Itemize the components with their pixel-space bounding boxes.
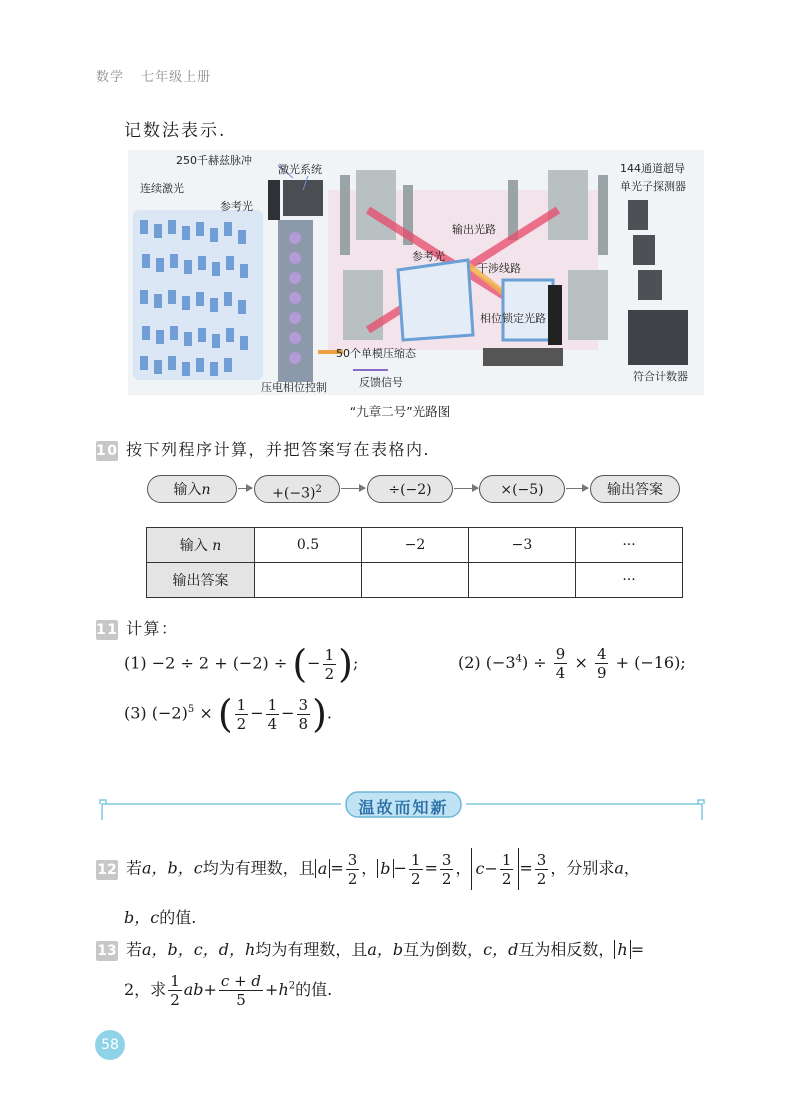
denominator: 8: [298, 714, 309, 733]
numerator: 9: [555, 645, 566, 663]
denominator: 9: [596, 664, 607, 682]
q11-part2: [458, 645, 686, 682]
answer-table: [146, 527, 683, 598]
page-number: 58: [95, 1030, 125, 1060]
label-coincidence-counter: 符合计数器: [633, 370, 688, 383]
exponent: 2: [288, 980, 296, 992]
header-var: n: [212, 538, 222, 554]
var-a: a: [614, 858, 624, 878]
answer-cell[interactable]: [362, 563, 469, 598]
denominator: 4: [267, 714, 278, 733]
denominator: 2: [536, 869, 547, 888]
c-var: c: [475, 859, 485, 878]
vars: a，b，c，d，h: [142, 940, 256, 959]
label-detector-line1: 144通道超导: [620, 162, 685, 175]
denominator: 4: [555, 664, 566, 682]
question-text: 计算：: [126, 619, 179, 638]
header-text: 输入: [179, 538, 208, 554]
label-detector-line2: 单光子探测器: [620, 180, 686, 193]
denominator: 2: [324, 664, 335, 683]
table-cell: −3: [469, 528, 576, 563]
table-cell: ···: [576, 563, 683, 598]
paren-left: (: [217, 692, 233, 736]
exponent: 4: [515, 653, 522, 665]
text: 互为倒数，: [403, 940, 484, 959]
text: 互为相反数，: [518, 940, 615, 959]
paren-right: ): [338, 642, 353, 686]
expr: −2 ÷ 2 + (−2) ÷: [151, 653, 288, 673]
vars: a，b: [367, 940, 404, 959]
header-grade: 七年级上册: [141, 70, 212, 85]
flow-arrow: [454, 488, 478, 489]
numerator: 1: [324, 645, 335, 664]
label-laser-system: 激光系统: [278, 163, 322, 176]
paren-left: (: [292, 642, 308, 686]
question-12-line2: [124, 905, 196, 928]
text: 若: [126, 940, 143, 959]
part-label: (3): [124, 703, 147, 723]
label-interference-line: 干涉线路: [477, 262, 521, 275]
label-reference-light-center: 参考光: [412, 250, 445, 263]
fraction: [409, 851, 423, 888]
fraction: [500, 851, 514, 888]
ab: ab: [183, 980, 204, 999]
abs-c-expr: [471, 848, 519, 890]
flow-arrow: [341, 488, 365, 489]
paren-right: ): [312, 692, 327, 736]
question-number: 10: [96, 442, 119, 459]
plus: +: [203, 980, 217, 999]
fraction: [440, 851, 454, 888]
numerator: 3: [298, 695, 309, 714]
numerator: c + d: [220, 972, 262, 990]
numerator: 1: [501, 851, 512, 869]
eq: =: [330, 858, 344, 878]
denominator: 2: [347, 869, 358, 888]
numerator: 3: [536, 850, 547, 869]
question-13-line2: [124, 972, 332, 1009]
flow-input-label: 输入: [173, 482, 202, 498]
question-11: [96, 616, 179, 640]
fraction: [595, 645, 609, 682]
flow-step2-box: ÷(−2): [367, 475, 453, 503]
fraction: [323, 646, 337, 683]
minus: −: [393, 858, 407, 878]
flow-arrow: [566, 488, 588, 489]
table-row-input: [147, 528, 683, 563]
flow-step1-label: +(−3): [272, 485, 316, 502]
denominator: 2: [410, 869, 421, 888]
abs-a: a: [315, 859, 331, 878]
answer-cell[interactable]: [255, 563, 362, 598]
numerator: 3: [347, 850, 358, 869]
question-10: [96, 437, 430, 461]
flow-step1-box: [254, 475, 340, 503]
fraction: [535, 851, 549, 888]
table-cell: −2: [362, 528, 469, 563]
eq: =: [519, 858, 533, 878]
flow-arrow: [238, 488, 252, 489]
table-header-input: [147, 528, 255, 563]
exponent: 5: [187, 704, 195, 716]
text: 的值.: [295, 980, 333, 999]
question-number: 13: [97, 943, 117, 959]
label-phase-lock-path: 相位锁定光路: [480, 312, 546, 325]
intro-text: 记数法表示.: [124, 121, 227, 141]
label-squeezed-states: 50个单模压缩态: [336, 347, 416, 360]
numerator: 1: [410, 850, 421, 869]
expr: (−3: [485, 653, 516, 672]
abs-b: b: [377, 859, 393, 878]
label-feedback-signal: 反馈信号: [359, 376, 403, 389]
q11-part1: [124, 642, 359, 686]
minus-sign: −: [281, 703, 295, 723]
numerator: 3: [441, 850, 452, 869]
expr-end: .: [326, 703, 333, 723]
times-sign: ×: [199, 703, 213, 723]
numerator: 4: [596, 645, 607, 663]
vars: c，d: [483, 940, 519, 959]
times-sign: ×: [574, 653, 588, 672]
label-output-path: 输出光路: [452, 223, 496, 236]
text: 2，求: [124, 980, 167, 999]
fraction: [346, 851, 360, 888]
abs-h: h: [614, 940, 630, 959]
h: h: [278, 980, 289, 999]
figure-caption: “九章二号”光路图: [349, 404, 451, 419]
table-cell: ···: [576, 528, 683, 563]
label-continuous-laser: 连续激光: [140, 182, 184, 195]
question-13: [96, 937, 644, 961]
denominator: 2: [501, 870, 512, 888]
table-row-output: [147, 563, 683, 598]
table-header-output: 输出答案: [147, 563, 255, 598]
text: 均为有理数，且: [202, 858, 315, 878]
denominator: 2: [236, 714, 247, 733]
question-text: 按下列程序计算，并把答案写在表格内.: [126, 440, 431, 459]
flow-step1-exponent: 2: [315, 484, 322, 495]
fraction: [168, 972, 182, 1009]
eq: =: [424, 858, 438, 878]
answer-cell[interactable]: [469, 563, 576, 598]
label-piezo-phase-control: 压电相位控制: [261, 381, 327, 394]
flow-input-var: n: [201, 482, 211, 498]
optical-path-illustration: [128, 150, 704, 395]
label-reference-light-left: 参考光: [220, 200, 253, 213]
vars: a，b，c: [142, 858, 203, 878]
section-title: 温故而知新: [358, 798, 449, 817]
fraction: [297, 696, 311, 733]
fraction: [266, 696, 280, 733]
flow-step3-box: ×(−5): [479, 475, 565, 503]
q11-part3: [124, 692, 333, 736]
question-number: 11: [96, 621, 119, 638]
expr: ) ÷: [521, 653, 547, 672]
text: 的值.: [159, 908, 197, 927]
header-subject: 数学: [96, 70, 125, 85]
minus-sign: −: [250, 703, 264, 723]
question-12: 12 若a，b，c均为有理数，且 a = $\frac{3}{2}$ ， b − $\frac{1}{2}$ = $\frac{3}{2}$ ， c− $\frac{1}{2}$ = $\frac{3}{2}$ ，分别求a，: [96, 848, 640, 890]
text: 若: [126, 858, 143, 878]
expr-end: ;: [352, 653, 359, 673]
text: 均为有理数，且: [255, 940, 368, 959]
table-cell: 0.5: [255, 528, 362, 563]
minus: −: [484, 859, 498, 878]
flow-output-box: 输出答案: [590, 475, 680, 503]
denominator: 5: [236, 991, 246, 1009]
label-pulse: 250千赫兹脉冲: [176, 154, 252, 167]
expr: (−2): [151, 703, 188, 723]
text: ，分别求: [550, 858, 615, 878]
denominator: 2: [170, 991, 180, 1009]
flow-input-box: [147, 475, 237, 503]
numerator: 1: [267, 695, 278, 714]
eq: =: [630, 940, 645, 959]
fraction: [235, 696, 249, 733]
numerator: 1: [236, 695, 247, 714]
part-label: (2): [458, 653, 481, 672]
neg-sign: −: [307, 653, 321, 673]
fraction: [554, 645, 568, 682]
numerator: 1: [170, 972, 180, 990]
part-label: (1): [124, 653, 147, 673]
running-header: [96, 66, 223, 85]
question-number: 12: [97, 861, 117, 878]
optical-path-figure: [128, 150, 704, 395]
fraction: [219, 972, 263, 1009]
plus: +: [265, 980, 279, 999]
vars: b，c: [124, 908, 160, 927]
denominator: 2: [441, 869, 452, 888]
expr-end: + (−16);: [615, 653, 686, 672]
